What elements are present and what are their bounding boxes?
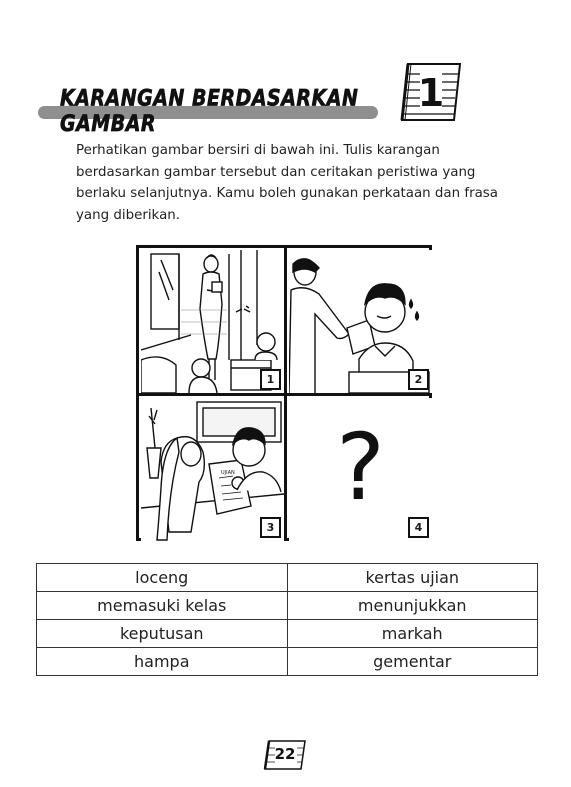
word-bank-table: [36, 563, 538, 676]
question-mark-icon: ?: [336, 414, 385, 521]
picture-panel-3: [141, 398, 284, 541]
word-cell: keputusan: [37, 620, 288, 648]
panel-number-1: 1: [260, 369, 281, 390]
word-cell: menunjukkan: [287, 592, 538, 620]
picture-panel-1: [141, 250, 284, 393]
table-row: [37, 564, 538, 592]
word-cell: kertas ujian: [287, 564, 538, 592]
page-number: 22: [274, 745, 296, 763]
panel-number-2: 2: [408, 369, 429, 390]
section-header: [38, 84, 378, 137]
word-cell: markah: [287, 620, 538, 648]
unit-number: 1: [417, 71, 445, 115]
table-row: [37, 648, 538, 676]
word-cell: hampa: [37, 648, 288, 676]
grid-divider-horizontal: [139, 393, 429, 396]
word-cell: loceng: [37, 564, 288, 592]
word-cell: memasuki kelas: [37, 592, 288, 620]
instructions-text: Perhatikan gambar bersiri di bawah ini. Tulis karangan berdasarkan gambar tersebut dan ceritakan peristiwa yang berlaku selanjutnya. Kamu boleh gunakan perkataan dan frasa yang diberikan.: [76, 143, 498, 223]
panel-number-3: 3: [260, 517, 281, 538]
picture-panel-2: [289, 250, 432, 393]
picture-panel-4: [289, 398, 432, 541]
exam-paper-label: UJIAN: [221, 470, 235, 476]
word-cell: gementar: [287, 648, 538, 676]
picture-series-grid: [136, 245, 432, 541]
page-number-badge: [263, 739, 307, 771]
notebook-unit-icon: [398, 62, 470, 122]
table-row: [37, 592, 538, 620]
page-title: KARANGAN BERDASARKAN GAMBAR: [60, 86, 359, 137]
table-row: [37, 620, 538, 648]
panel-number-4: 4: [408, 517, 429, 538]
